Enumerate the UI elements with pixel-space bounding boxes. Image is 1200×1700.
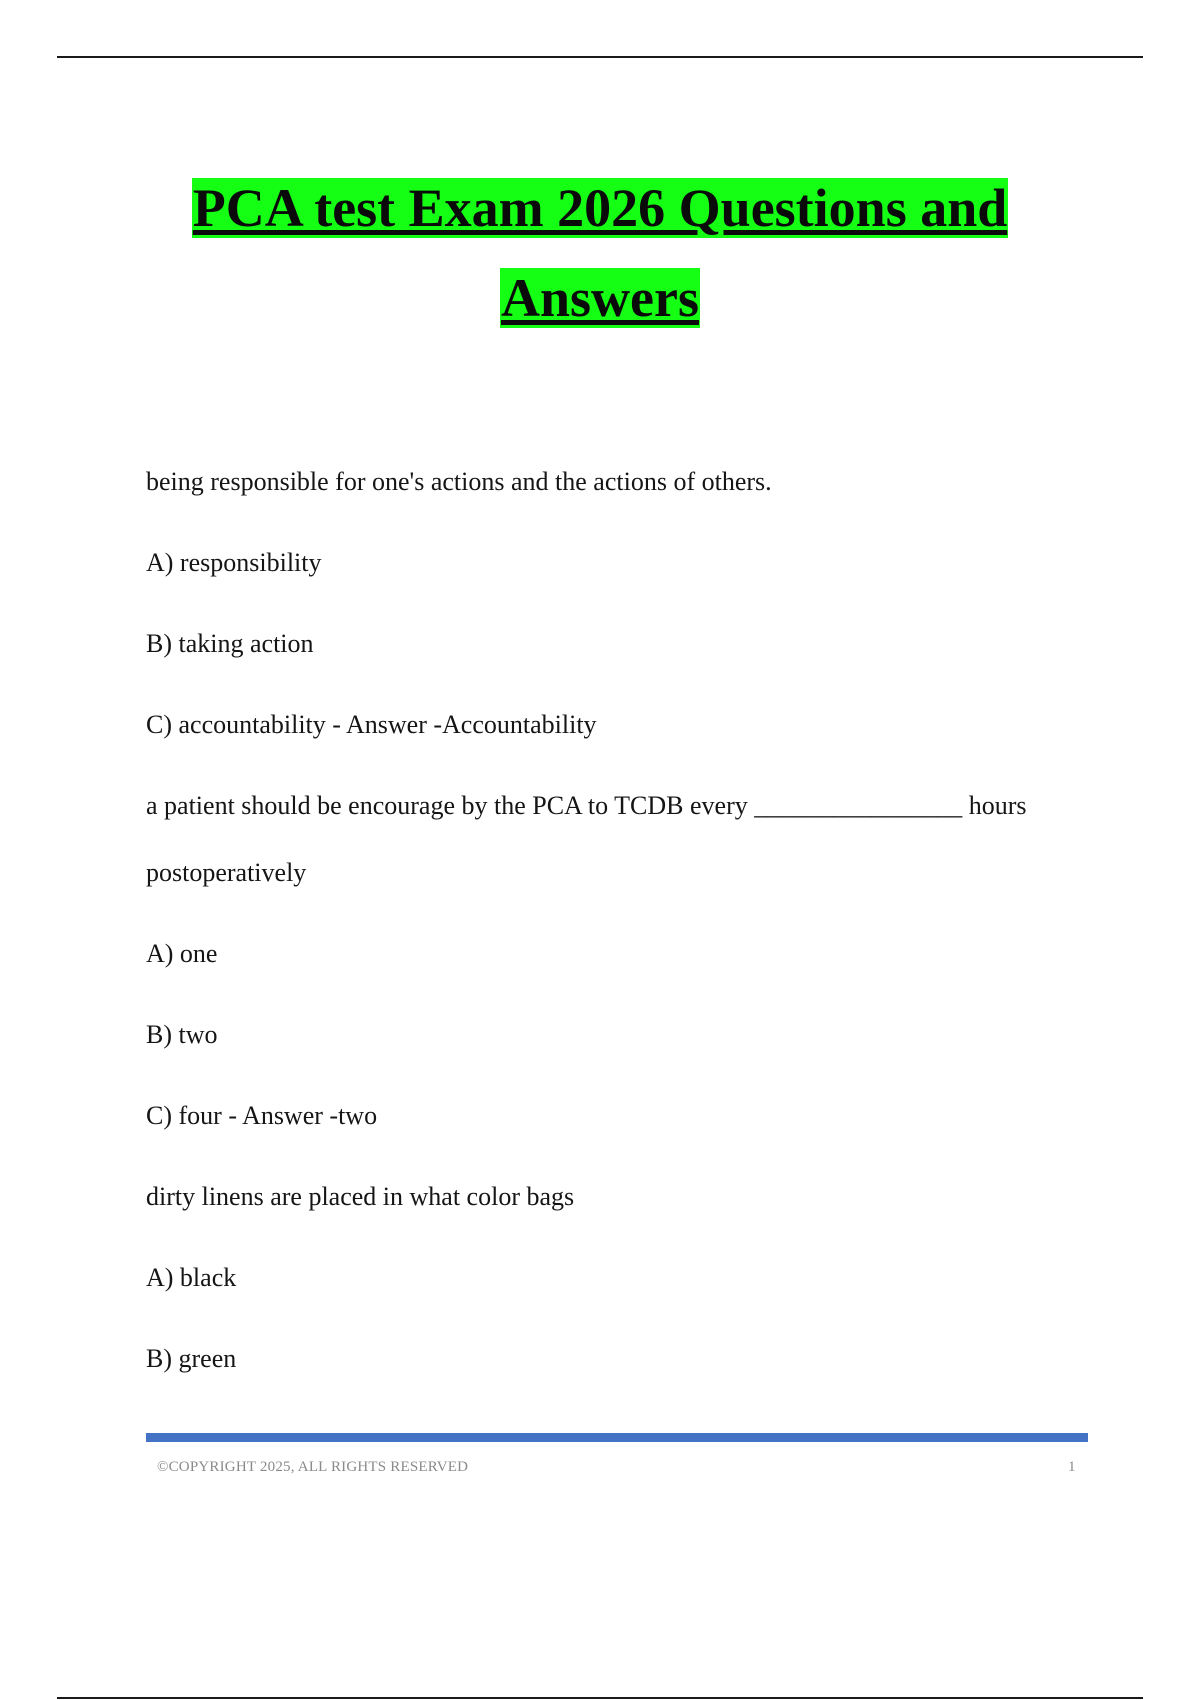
top-rule xyxy=(57,56,1143,58)
document-title xyxy=(0,178,1200,328)
page-number: 1 xyxy=(1068,1459,1076,1475)
footer-bar xyxy=(146,1433,1088,1442)
question-3-option-a: A) black xyxy=(146,1263,237,1292)
bottom-rule xyxy=(57,1697,1143,1699)
question-2-option-a: A) one xyxy=(146,939,218,968)
question-1-text: being responsible for one's actions and the actions of others. xyxy=(146,467,772,496)
question-1-option-a: A) responsibility xyxy=(146,548,322,577)
question-3-option-b: B) green xyxy=(146,1344,237,1373)
document-body xyxy=(146,448,1096,1406)
question-3-text: dirty linens are placed in what color bags xyxy=(146,1182,575,1211)
question-2-option-c-answer: C) four - Answer -two xyxy=(146,1101,378,1130)
title-line-1: PCA test Exam 2026 Questions and xyxy=(192,178,1008,238)
question-1-option-b: B) taking action xyxy=(146,629,314,658)
question-2-text-continued: postoperatively xyxy=(146,858,307,887)
title-line-2: Answers xyxy=(501,268,699,328)
footer-copyright: ©COPYRIGHT 2025, ALL RIGHTS RESERVED xyxy=(157,1459,469,1475)
question-1-option-c-answer: C) accountability - Answer -Accountability xyxy=(146,710,597,739)
question-2-text: a patient should be encourage by the PCA to TCDB every ________________ hours xyxy=(146,791,1027,820)
question-2-option-b: B) two xyxy=(146,1020,218,1049)
